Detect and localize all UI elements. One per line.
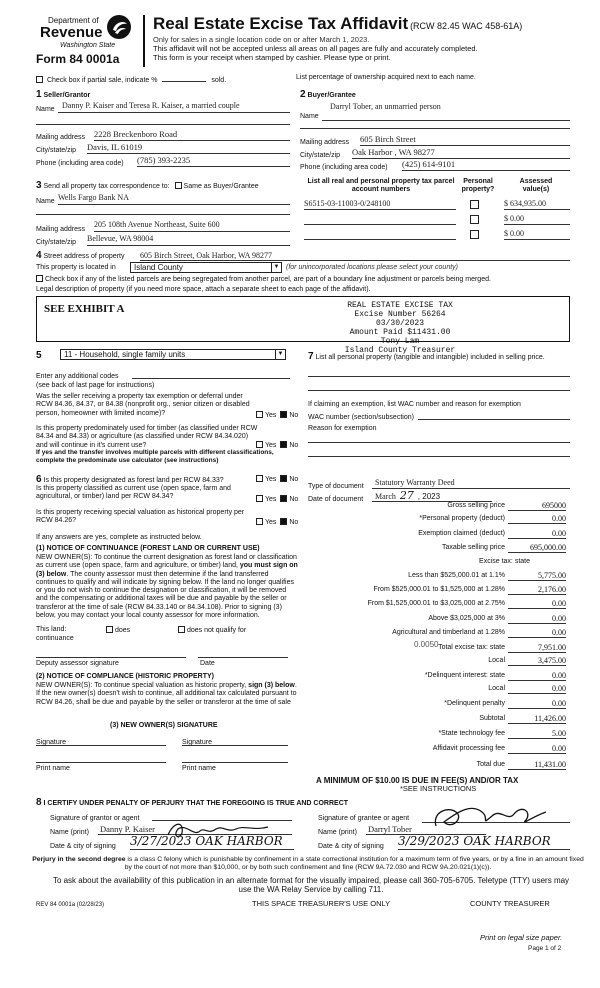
- seller-city-label: City/state/zip: [36, 147, 77, 154]
- section8-num: 8: [36, 797, 42, 808]
- s5-q2-no-checkbox[interactable]: [280, 441, 287, 448]
- doc-date-month: March: [375, 492, 396, 501]
- s6-q3: Is this property receiving special valuation as historical property per RCW 84.26?: [36, 509, 245, 525]
- header-notice3-text: This form is your receipt when stamped by cashier. Please type or print.: [153, 53, 391, 62]
- parcel-assessed-3[interactable]: $ 0.00: [504, 229, 570, 240]
- continuance-label: continuance: [36, 635, 74, 642]
- parcel-number-1[interactable]: S6515-03-11003-0/248100: [304, 199, 456, 210]
- header-notice2: This affidavit will not be accepted unless all areas on all pages are fully and accurately completed.: [153, 44, 478, 53]
- grantee-date-field[interactable]: 3/29/2023 OAK HARBOR: [398, 834, 570, 850]
- s5-q2-no: No: [289, 442, 299, 449]
- seller-city-field[interactable]: Davis, IL 61019: [87, 142, 290, 154]
- s5-q2-yes-checkbox[interactable]: [256, 441, 263, 448]
- s6-q3-answer: [256, 518, 298, 527]
- calc-row-value[interactable]: 5,775.00: [508, 571, 566, 581]
- property-street-label: Street address of property: [43, 253, 125, 260]
- s6-q1-yes: Yes: [265, 476, 277, 483]
- buyer-name-label: Name: [300, 113, 319, 120]
- stamp-line6: Island County Treasurer: [330, 347, 470, 356]
- n2-text: [36, 682, 298, 707]
- s6-if-yes: If any answers are yes, complete as instructed below.: [36, 534, 202, 541]
- alt-format-notice: To ask about the availability of this publication in an alternate format for the visually impaired, please call 360-705-6705. Teletype (TTY) users may use the WA Relay Service by calling 711.: [52, 876, 570, 895]
- seller-phone-field[interactable]: (785) 393-2235: [137, 155, 290, 167]
- land-use-value: 11 - Household, single family units: [64, 350, 186, 359]
- calc-row: [300, 541, 570, 554]
- does-not-row: [178, 626, 246, 635]
- land-use-select[interactable]: [60, 349, 286, 360]
- correspondence-num: 3: [36, 180, 42, 191]
- s5-q1-yes: Yes: [265, 412, 277, 419]
- corr-name-line2[interactable]: [36, 214, 290, 215]
- corr-name-label: Name: [36, 198, 55, 205]
- corr-city-label: City/state/zip: [36, 239, 77, 246]
- s5-q1-answer: [256, 411, 298, 420]
- reason-line1[interactable]: [308, 442, 570, 443]
- calc-row: [300, 654, 570, 667]
- personal-property-line1[interactable]: [308, 376, 570, 377]
- does-not-checkbox[interactable]: [178, 626, 185, 633]
- n3-title: (3) NEW OWNER(S) SIGNATURE: [110, 722, 218, 729]
- personal-property-line2[interactable]: [308, 390, 570, 391]
- s6-q1-yes-checkbox[interactable]: [256, 475, 263, 482]
- grantee-name-label: Name (print): [318, 829, 357, 836]
- county-select-value: Island County: [134, 263, 183, 272]
- deputy-sig-label: Deputy assessor signature: [36, 660, 119, 667]
- grantor-name-field[interactable]: Danny P. Kaiser: [98, 824, 292, 835]
- calc-row: [300, 512, 570, 525]
- title-rcw: (RCW 82.45 WAC 458-61A): [410, 21, 523, 31]
- grantee-date-label: Date & city of signing: [318, 843, 384, 850]
- s5-q1-no-checkbox[interactable]: [280, 411, 287, 418]
- legal-desc-label: Legal description of property (if you need more space, attach a separate sheet to each page of the affidavit).: [36, 286, 371, 293]
- minimum-notice: A MINIMUM OF $10.00 IS DUE IN FEE(S) AND/OR TAX: [316, 776, 519, 785]
- calc-row-value[interactable]: 0.00: [508, 614, 566, 624]
- does-label: does: [115, 627, 131, 634]
- corr-mailing-label: Mailing address: [36, 226, 86, 233]
- buyer-city-label: City/state/zip: [300, 152, 341, 159]
- calc-row-value[interactable]: 695,000.00: [508, 543, 566, 553]
- calc-row-value[interactable]: 0.00: [508, 599, 566, 609]
- s6-q2: Is this property classified as current use (open space, farm and agricultural, or timber) land per RCW 84.34?: [36, 485, 231, 501]
- addl-codes-label: Enter any additional codes: [36, 373, 119, 380]
- deputy-date-line[interactable]: [198, 657, 288, 658]
- calc-row: [300, 712, 570, 725]
- buyer-mailing-field[interactable]: 605 Birch Street: [360, 134, 570, 146]
- calc-row: [300, 569, 570, 582]
- calc-row: [300, 527, 570, 540]
- seller-name-label: Name: [36, 106, 55, 113]
- legal-description-text: SEE EXHIBIT A: [44, 303, 125, 315]
- buyer-name-line[interactable]: [322, 120, 570, 121]
- treasurer-space: THIS SPACE TREASURER'S USE ONLY: [252, 899, 391, 908]
- seller-mailing-label: Mailing address: [36, 134, 86, 141]
- section7-label: List all personal property (tangible and intangible) included in selling price.: [315, 354, 545, 361]
- parcel-number-2[interactable]: [304, 214, 456, 225]
- calc-row-value[interactable]: 7,951.00: [508, 643, 566, 653]
- doc-type-field[interactable]: Statutory Warranty Deed: [372, 478, 570, 489]
- s6-q2-yes: Yes: [265, 496, 277, 503]
- partial-sale-label: Check box if partial sale, indicate %: [46, 77, 158, 84]
- seller-section-num: 1: [36, 89, 42, 100]
- county-chevron-down-icon[interactable]: ▼: [271, 263, 281, 272]
- reason-label: Reason for exemption: [308, 425, 377, 432]
- new-owner-print-label2: Print name: [182, 765, 216, 772]
- grantee-name-field[interactable]: Darryl Tober: [366, 824, 486, 835]
- correspondence-title: [36, 180, 259, 192]
- segregated-row: [36, 275, 491, 284]
- doc-type-label: Type of document: [308, 483, 364, 490]
- buyer-city-field[interactable]: Oak Harbor , WA 98277: [352, 147, 570, 159]
- calc-row: [300, 697, 570, 710]
- s5-q2-yes: Yes: [265, 442, 277, 449]
- seller-section-title: [36, 89, 90, 101]
- corr-name-field[interactable]: Wells Fargo Bank NA: [58, 193, 290, 205]
- calc-row-value[interactable]: 2,176.00: [508, 585, 566, 595]
- deputy-date-label: Date: [200, 660, 215, 667]
- calc-row-value[interactable]: 0.00: [508, 514, 566, 524]
- stamp-line3: 03/30/2023: [375, 318, 424, 328]
- grantor-name-label: Name (print): [50, 829, 89, 836]
- dept-line1: Department of: [48, 16, 99, 25]
- parcel-personal-checkbox-1[interactable]: [470, 200, 479, 209]
- calc-row-label: Affidavit processing fee: [432, 744, 505, 752]
- buyer-section-num: 2: [300, 89, 306, 100]
- n1-text-bold: you must sign on (3) below: [36, 562, 298, 578]
- n1-title: (1) NOTICE OF CONTINUANCE (FOREST LAND OR CURRENT USE): [36, 545, 260, 552]
- seller-phone-label: Phone (including area code): [36, 160, 124, 167]
- calc-row-value[interactable]: 0.00: [508, 699, 566, 709]
- calc-row-label: Total excise tax: state: [438, 643, 505, 651]
- grantee-sig-label: Signature of grantee or agent: [318, 815, 410, 822]
- seller-section-label: Seller/Grantor: [43, 92, 91, 99]
- section8-label: I CERTIFY UNDER PENALTY OF PERJURY THAT THE FOREGOING IS TRUE AND CORRECT: [43, 800, 349, 807]
- does-checkbox[interactable]: [106, 626, 113, 633]
- calc-row-value[interactable]: 0.00: [508, 628, 566, 638]
- property-located-label: This property is located in: [36, 264, 116, 271]
- n2-title: (2) NOTICE OF COMPLIANCE (HISTORIC PROPERTY): [36, 673, 214, 680]
- section7-num: 7: [308, 351, 314, 362]
- does-row: [106, 626, 130, 635]
- stamp-line2: Excise Number 56264: [354, 309, 446, 319]
- perjury-notice: [30, 856, 586, 872]
- s6-q1-text: Is this property designated as forest land per RCW 84.33?: [43, 477, 224, 484]
- corr-city-field[interactable]: Bellevue, WA 98004: [87, 234, 290, 246]
- new-owner-sig-label2: Signature: [182, 739, 212, 746]
- treasurer-stamp: [330, 302, 470, 356]
- s6-q2-no: No: [289, 496, 299, 503]
- county-treasurer: COUNTY TREASURER: [470, 899, 550, 908]
- calc-row-value[interactable]: 695000: [508, 501, 566, 511]
- calc-row-label: Agricultural and timberland at 1.28%: [392, 628, 505, 636]
- property-section-num: 4: [36, 250, 42, 261]
- addl-codes-note: (see back of last page for instructions): [36, 382, 155, 389]
- calc-row-label: *Personal property (deduct): [419, 514, 505, 522]
- reason-line2[interactable]: [308, 456, 570, 457]
- header-notice1: Only for sales in a single location code on or after March 1, 2023.: [153, 35, 370, 44]
- this-land-label: This land:: [36, 626, 67, 633]
- s6-q3-yes-checkbox[interactable]: [256, 518, 263, 525]
- buyer-name-line2[interactable]: [300, 128, 570, 129]
- s6-q2-no-checkbox[interactable]: [280, 495, 287, 502]
- parcel-personal-checkbox-3[interactable]: [470, 230, 479, 239]
- stamp-line1: REAL ESTATE EXCISE TAX: [347, 301, 453, 310]
- property-street-row: [36, 250, 124, 262]
- new-owner-print-label1: Print name: [36, 765, 70, 772]
- legal-paper-note: Print on legal size paper.: [480, 934, 563, 942]
- calc-row-label: Gross selling price: [447, 501, 505, 509]
- county-note: (for unincorporated locations please select your county): [286, 264, 458, 271]
- calc-row-value[interactable]: 0.00: [508, 671, 566, 681]
- n2-text-bold: sign (3) below: [248, 682, 295, 689]
- grantor-sig-label: Signature of grantor or agent: [50, 815, 140, 822]
- calc-row-label: *State technology fee: [438, 729, 505, 737]
- dept-line3: Washington State: [60, 42, 116, 49]
- calc-row: [300, 499, 570, 512]
- calc-row: [300, 727, 570, 740]
- partial-percent-field[interactable]: [162, 75, 206, 82]
- partial-sale-checkbox[interactable]: [36, 76, 43, 83]
- calc-row: [300, 583, 570, 596]
- see-instructions: *SEE INSTRUCTIONS: [400, 784, 477, 793]
- calc-row-value[interactable]: 11,431.00: [508, 760, 566, 770]
- calc-row-value[interactable]: 0.00: [508, 529, 566, 539]
- partial-sale-sold: sold.: [211, 77, 227, 84]
- buyer-section-label: Buyer/Grantee: [307, 92, 356, 99]
- calc-row-label: Exemption claimed (deduct): [418, 529, 505, 537]
- s5-q1: Was the seller receiving a property tax exemption or deferral under RCW 84.36, 84.37, or 84.38 (nonprofit org., senior citizen or disabled person, homeowner with limited income)?: [36, 393, 250, 417]
- s5-q2-bold: If yes and the transfer involves multiple parcels with different classifications, complete the predominate use calculator (see instructions): [36, 449, 274, 464]
- this-land-row: [36, 626, 66, 634]
- s6-q2-answer: [256, 495, 298, 504]
- header-divider: [143, 15, 145, 67]
- s6-q1-answer: [256, 475, 298, 484]
- dept-line2: Revenue: [40, 24, 103, 41]
- calc-row: [300, 555, 570, 568]
- exemption-label: If claiming an exemption, list WAC number and reason for exemption: [308, 401, 521, 408]
- parcel-assessed-2[interactable]: $ 0.00: [504, 214, 570, 225]
- s5-q2: Is this property predominately used for timber (as classified under RCW 84.34 and 84.33) or agriculture (as classified under RCW 84.34.020) and will continue in it's current use?: [36, 425, 258, 449]
- calc-row: [300, 758, 570, 771]
- segregated-label: Check box if any of the listed parcels are being segregated from another parcel, are part of a boundary line adjustment or parcels being merged.: [45, 276, 491, 283]
- grantor-date-label: Date & city of signing: [50, 843, 116, 850]
- revenue-swirl-icon: [106, 14, 132, 40]
- buyer-name-field[interactable]: Darryl Tober, an unmarried person: [330, 102, 441, 111]
- buyer-phone-label: Phone (including area code): [300, 164, 388, 171]
- new-owner-print-line2[interactable]: [182, 762, 288, 763]
- correspondence-label: Send all property tax correspondence to:: [43, 183, 170, 190]
- doc-date-label: Date of document: [308, 496, 364, 503]
- n1-text: [36, 554, 298, 620]
- new-owner-sig-label1: Signature: [36, 739, 66, 746]
- calc-row-label: From $525,000.01 to $1,525,000 at 1.28%: [373, 585, 505, 593]
- doc-date-year: , 2023: [417, 492, 441, 501]
- same-as-buyer-label: Same as Buyer/Grantee: [183, 183, 259, 190]
- parcels-header-list: List all real and personal property tax parcel account numbers: [307, 178, 455, 194]
- does-not-label: does not qualify for: [187, 627, 247, 634]
- calc-row-label: From $1,525,000.01 to $3,025,000 at 2.75%: [367, 599, 505, 607]
- ownership-note: List percentage of ownership acquired next to each name.: [296, 74, 476, 81]
- calc-row-label: *Delinquent interest: state: [424, 671, 505, 679]
- n1-text-b: . The county assessor must then determine if the land transferred continues to qualify and will indicate by signing below. If the land no longer qualifies or you do not wish to continue the designation or classification, it will be removed and the compensating or additional taxes will be due and payable by the seller or transferor at the time of sale (RCW 84.33.140 or 84.34.108). Prior to signing (3) below, you may contact your local county assessor for more information.: [36, 570, 294, 619]
- calc-row: [300, 669, 570, 682]
- seller-mailing-field[interactable]: 2228 Breckenboro Road: [94, 129, 290, 141]
- parcels-header-personal: Personal property?: [461, 178, 495, 194]
- rev-number: REV 84 0001a (02/28/23): [36, 902, 105, 908]
- same-as-buyer-checkbox[interactable]: [175, 182, 182, 189]
- calc-row-value[interactable]: 0.00: [508, 744, 566, 754]
- doc-date-day: 27: [399, 489, 414, 502]
- calc-row-value[interactable]: 11,426.00: [508, 714, 566, 724]
- header-notice3: [153, 54, 391, 63]
- partial-sale-row: [36, 75, 226, 85]
- wac-label: WAC number (section/subsection): [308, 414, 414, 421]
- s6-q3-no-checkbox[interactable]: [280, 518, 287, 525]
- calc-row-label: Excise tax: state: [479, 557, 530, 565]
- n2-text-a: NEW OWNER(S): To continue special valuation as historic property,: [36, 682, 247, 689]
- parcel-assessed-1[interactable]: $ 634,935.00: [504, 199, 570, 210]
- calc-row-value[interactable]: 5.00: [508, 729, 566, 739]
- section6-num: 6: [36, 474, 42, 485]
- property-street-field[interactable]: 605 Birch Street, Oak Harbor, WA 98277: [140, 251, 570, 261]
- segregated-checkbox[interactable]: [36, 275, 43, 282]
- calc-row-label: Less than $525,000.01 at 1.1%: [408, 571, 505, 579]
- calc-row-label: Total due: [476, 760, 505, 768]
- calc-row-value[interactable]: 0.00: [508, 684, 566, 694]
- calc-row-label: Subtotal: [479, 714, 505, 722]
- wac-field[interactable]: [418, 412, 570, 420]
- s5-q1-no: No: [289, 412, 299, 419]
- perjury-text: is a class C felony which is punishable by confinement in a state correctional institution for a maximum term of five years, or by a fine in an amount fixed by the court of not more than $10,000, or by both such confinement and fine (RCW 9A.72.030 and RCW 9A.20.021(1)(c)).: [124, 856, 584, 872]
- corr-mailing-field[interactable]: 205 108th Avenue Northeast, Suite 600: [94, 220, 290, 232]
- buyer-mailing-label: Mailing address: [300, 139, 350, 146]
- parcel-number-3[interactable]: [304, 229, 456, 240]
- parcel-personal-checkbox-2[interactable]: [470, 215, 479, 224]
- calc-row-value[interactable]: 3,475.00: [508, 656, 566, 666]
- land-use-chevron-down-icon[interactable]: ▼: [275, 350, 285, 359]
- buyer-section-title: [300, 89, 356, 101]
- s6-q3-no: No: [289, 519, 299, 526]
- calc-row: [300, 597, 570, 610]
- s6-q3-yes: Yes: [265, 519, 277, 526]
- calc-row-label: Above $3,025,000 at 3%: [428, 614, 505, 622]
- calc-row-label: Local: [488, 656, 505, 664]
- form-number: Form 84 0001a: [36, 52, 120, 66]
- addl-codes-field[interactable]: [132, 371, 290, 379]
- revenue-logo: [40, 14, 135, 54]
- n1-text-a: NEW OWNER(S): To continue the current designation as forest land or classification as current use (open space, farm and agriculture, or timber) land,: [36, 554, 297, 570]
- section5-num: 5: [36, 350, 42, 361]
- form-title: [153, 14, 522, 34]
- perjury-bold: Perjury in the second degree: [32, 856, 126, 863]
- seller-name-line2[interactable]: [36, 124, 290, 125]
- parcels-header-assessed: Assessed value(s): [519, 178, 553, 194]
- calc-row: [300, 612, 570, 625]
- seller-name-field[interactable]: Danny P. Kaiser and Teresa R. Kaiser, a married couple: [58, 101, 290, 113]
- page-number: Page 1 of 2: [528, 945, 562, 952]
- s6-q1-no: No: [289, 476, 299, 483]
- stamp-line5: Tony Lam: [380, 336, 420, 346]
- section8-title: [36, 797, 348, 809]
- s5-q1-yes-checkbox[interactable]: [256, 411, 263, 418]
- calc-row: [300, 682, 570, 695]
- new-owner-print-line1[interactable]: [36, 762, 166, 763]
- title-text: Real Estate Excise Tax Affidavit: [153, 14, 409, 33]
- calc-row: [300, 626, 570, 639]
- calc-row-label: *Delinquent penalty: [444, 699, 505, 707]
- deputy-sig-line[interactable]: [36, 657, 186, 658]
- s6-q1-no-checkbox[interactable]: [280, 475, 287, 482]
- calc-row-label: Local: [488, 684, 505, 692]
- section7-row: [308, 351, 570, 363]
- grantor-date-field[interactable]: 3/27/2023 OAK HARBOR: [130, 834, 294, 850]
- s5-q2-answer: [256, 441, 298, 450]
- s6-q2-yes-checkbox[interactable]: [256, 495, 263, 502]
- county-select[interactable]: [130, 262, 282, 273]
- calc-row: [300, 742, 570, 755]
- local-rate: 0.0050: [414, 640, 439, 649]
- n2-text-b: . If the new owner(s) doesn't wish to continue, all additional tax calculated pursuant to RCW 84.26, shall be due and payable by the seller or transferor at the time of sale: [36, 682, 297, 706]
- calc-row-label: Taxable selling price: [441, 543, 505, 551]
- buyer-phone-field[interactable]: (425) 614-9101: [402, 159, 570, 171]
- stamp-line4: Amount Paid $11431.00: [349, 327, 451, 337]
